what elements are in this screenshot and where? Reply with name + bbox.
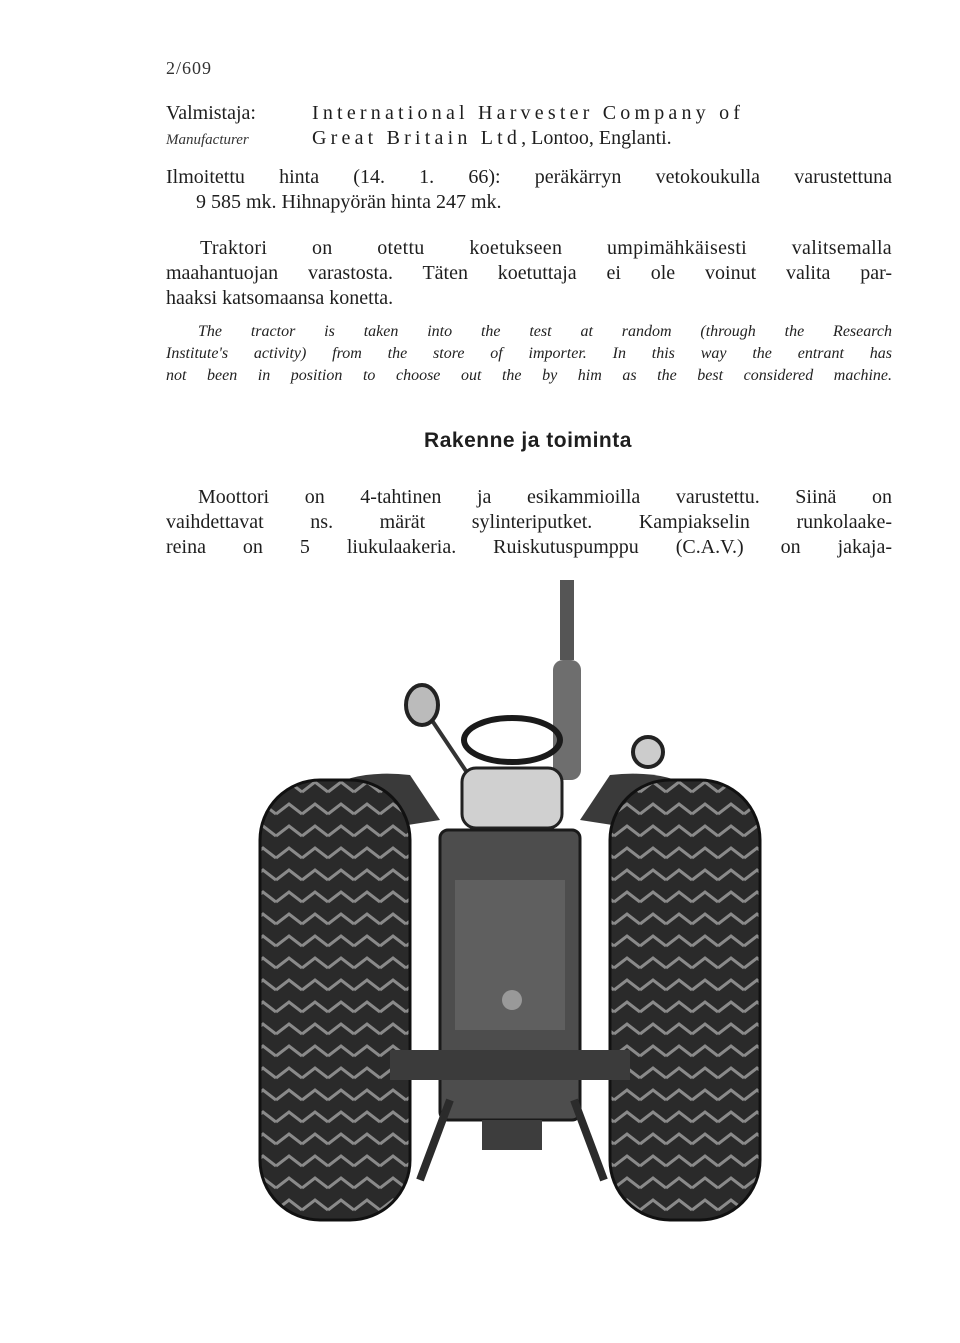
section-heading: Rakenne ja toiminta [424, 429, 632, 452]
rear-axle-icon [390, 1050, 630, 1080]
emblem-icon [502, 990, 522, 1010]
right-rear-tire-icon [610, 780, 760, 1220]
manufacturer-label-en: Manufacturer [166, 132, 249, 148]
selection-fi-line-1: Traktori on otettu koetukseen umpimähkäisesti valitsemalla [200, 237, 892, 259]
tractor-photo [250, 580, 770, 1240]
selection-fi-line-2: maahantuojan varastosta. Täten koetuttaja ei ole voinut valita par- [166, 262, 892, 284]
left-rear-tire-icon [260, 780, 410, 1220]
manufacturer-location: , Lontoo, Englanti. [521, 127, 672, 149]
manufacturer-row [166, 102, 744, 125]
manufacturer-label-fi: Valmistaja: [166, 102, 256, 124]
body-line-3: reina on 5 liukulaakeria. Ruiskutuspumppu (C.A.V.) on jakaja- [166, 536, 892, 558]
manufacturer-row-2 [166, 127, 672, 150]
body-line-2: vaihdettavat ns. märät sylinteriputket. Kampiakselin runkolaake- [166, 511, 892, 533]
left-lift-arm-icon [420, 1100, 450, 1180]
mirror-icon [406, 685, 438, 725]
seat-icon [462, 768, 562, 828]
right-lift-arm-icon [574, 1100, 604, 1180]
price-line-1: Ilmoitettu hinta (14. 1. 66): peräkärryn vetokoukulla varustettuna [166, 166, 892, 188]
headlamp-icon [633, 737, 663, 767]
manufacturer-name-line2: Great Britain Ltd [312, 127, 522, 149]
body-line-1: Moottori on 4-tahtinen ja esikammioilla varustettu. Siinä on [198, 486, 892, 508]
drawbar-icon [482, 1120, 542, 1150]
steering-wheel-icon [464, 718, 560, 762]
selection-en-line-1: The tractor is taken into the test at random (through the Research [198, 323, 892, 340]
selection-fi-line-3: haaksi katsomaansa konetta. [166, 287, 394, 309]
exhaust-muffler-icon [553, 660, 581, 780]
selection-en-line-2: Institute's activity) from the store of importer. In this way the entrant has [166, 345, 892, 362]
manufacturer-name-line1: International Harvester Company of [312, 102, 745, 124]
exhaust-pipe-icon [560, 580, 574, 660]
selection-en-line-3: not been in position to choose out the by him as the best considered machine. [166, 367, 892, 384]
page-number: 2/609 [166, 58, 213, 78]
price-line-2: 9 585 mk. Hihnapyörän hinta 247 mk. [196, 191, 502, 213]
